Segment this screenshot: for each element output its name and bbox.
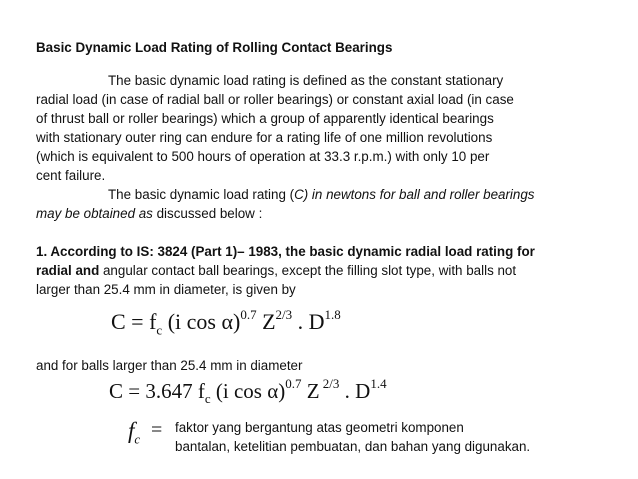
formula-1-exp-3: 1.8 (324, 306, 341, 322)
paragraph-2-line-1 (108, 186, 638, 204)
formula-2-z: Z (301, 379, 320, 403)
formula-2-lhs: C = 3.647 f (109, 379, 205, 403)
paragraph-2-line-2 (36, 205, 596, 223)
formula-1-lhs: C = f (111, 309, 157, 334)
section-1-line-2-bold: radial and (36, 263, 100, 278)
paragraph-1-line-1: The basic dynamic load rating is defined as the constant stationary (108, 73, 504, 88)
paragraph-2-line-2-normal: discussed below : (152, 206, 263, 221)
section-1-line-3: larger than 25.4 mm in diameter, is given by (36, 282, 296, 297)
definition-symbol (128, 418, 140, 453)
section-1-heading: 1. According to IS: 3824 (Part 1)– 1983, the basic dynamic radial load rating for (36, 244, 535, 259)
formula-2-sub: c (204, 391, 211, 407)
definition-line-2: bantalan, ketelitian pembuatan, dan bahan yang digunakan. (175, 439, 531, 454)
formula-2-exp-3: 1.4 (370, 376, 387, 391)
formula-2-mid: (i cos α) (210, 379, 286, 403)
definition-symbol-sub: c (134, 431, 141, 447)
formula-1-mid: (i cos α) (162, 309, 241, 334)
paragraph-2-line-1-normal: The basic dynamic load rating ( (108, 187, 295, 202)
formula-2-exp-1: 0.7 (285, 376, 302, 391)
formula-2-exp-2: 2/3 (319, 376, 340, 391)
formula-1-exp-1: 0.7 (240, 306, 257, 322)
definition-equals: = (151, 419, 163, 441)
definition-line-1: faktor yang bergantung atas geometri komponen (175, 420, 464, 435)
formula-1-dot: . D (292, 309, 325, 334)
formula-1-exp-2: 2/3 (275, 306, 293, 322)
paragraph-1-line-4: with stationary outer ring can endure for a rating life of one million revolutions (36, 130, 493, 145)
paragraph-1-line-3: of thrust ball or roller bearings) which a group of apparently identical bearings (36, 111, 494, 126)
definition-symbol-f: f (128, 418, 135, 443)
section-1-line-2 (36, 262, 596, 280)
formula-1-z: Z (256, 309, 276, 334)
paragraph-1-line-6: cent failure. (36, 168, 106, 183)
paragraph-1-line-5: (which is equivalent to 500 hours of operation at 33.3 r.p.m.) with only 10 per (36, 149, 490, 164)
formula-1-sub: c (156, 322, 163, 338)
page-title: Basic Dynamic Load Rating of Rolling Contact Bearings (36, 40, 393, 55)
formula-2-dot: . D (339, 379, 371, 403)
formula-large-balls (109, 376, 387, 407)
section-2-line-1: and for balls larger than 25.4 mm in diameter (36, 358, 303, 373)
paragraph-2-line-1-italic: C) in newtons for ball and roller bearings (294, 187, 535, 202)
formula-small-balls (111, 306, 341, 338)
paragraph-1-line-2: radial load (in case of radial ball or roller bearings) or constant axial load (in case (36, 92, 514, 107)
paragraph-2-line-2-italic: may be obtained as (36, 206, 153, 221)
section-1-line-2-normal: angular contact ball bearings, except the filling slot type, with balls not (99, 263, 517, 278)
